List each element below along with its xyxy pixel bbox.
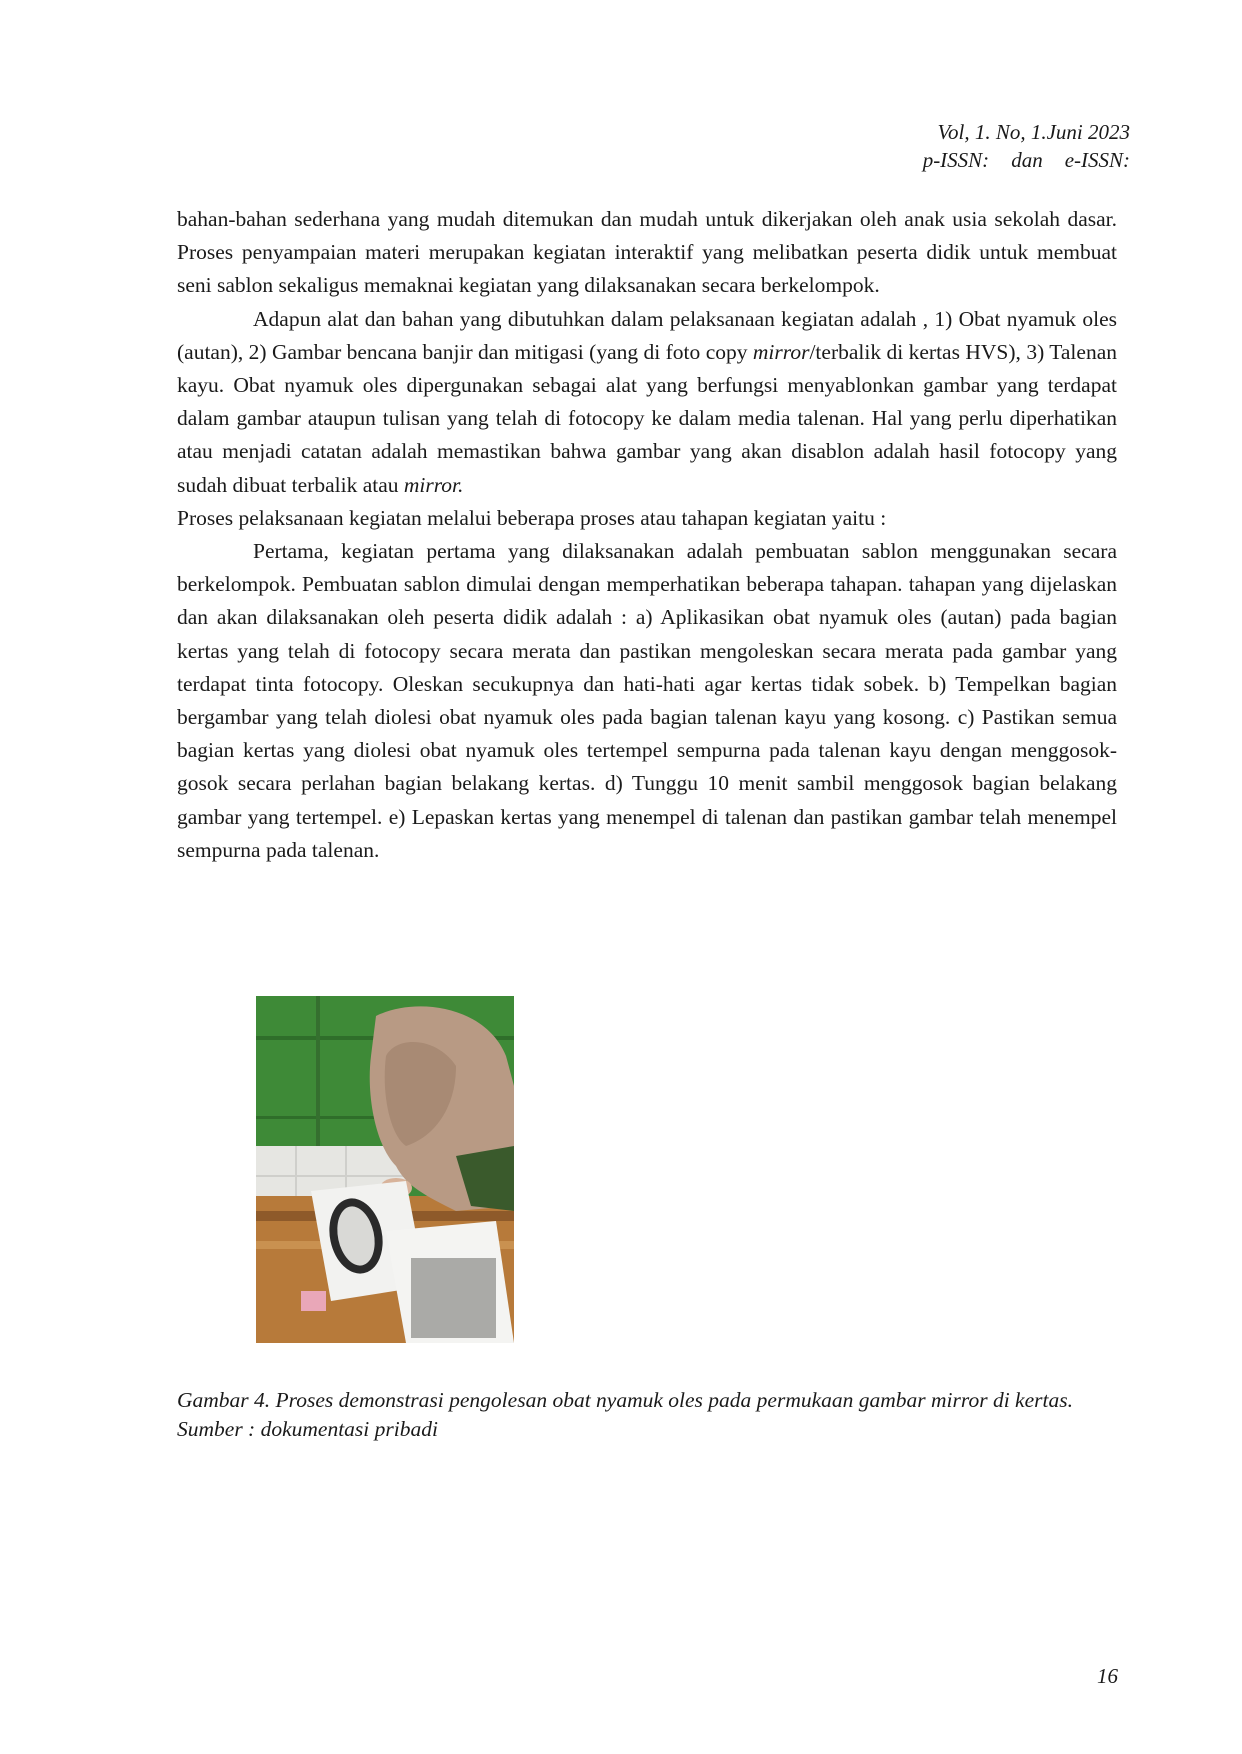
page-number: 16 <box>1097 1664 1118 1688</box>
paragraph-2 <box>177 303 1117 502</box>
paragraph-1: bahan-bahan sederhana yang mudah ditemukan dan mudah untuk dikerjakan oleh anak usia sekolah dasar. Proses penyampaian materi merupakan kegiatan interaktif yang melibatkan peserta didik untuk membuat seni sablon sekaligus memaknai kegiatan yang dilaksanakan secara berkelompok. <box>177 207 1117 298</box>
issn-line <box>923 146 1130 174</box>
dan-label: dan <box>1011 148 1043 172</box>
body-text <box>177 203 1117 867</box>
eissn-label: e-ISSN: <box>1064 148 1130 172</box>
figure-photo <box>256 996 514 1343</box>
photo-illustration <box>256 996 514 1343</box>
paragraph-2-part-b: /terbalik di kertas HVS), 3) Talenan kayu. Obat nyamuk oles dipergunakan sebagai alat yang berfungsi menyablonkan gambar yang terdapat dalam gambar ataupun tulisan yang telah di fotocopy ke dalam media talenan. Hal yang perlu diperhatikan atau menjadi catatan adalah memastikan bahwa gambar yang akan disablon adalah hasil fotocopy yang sudah dibuat terbalik atau <box>177 339 1117 497</box>
volume-info: Vol, 1. No, 1.Juni 2023 <box>937 120 1130 144</box>
running-header <box>923 118 1130 174</box>
pissn-label: p-ISSN: <box>922 148 990 172</box>
paragraph-3: Proses pelaksanaan kegiatan melalui beberapa proses atau tahapan kegiatan yaitu : <box>177 505 887 530</box>
paragraph-4: Pertama, kegiatan pertama yang dilaksanakan adalah pembuatan sablon menggunakan secara berkelompok. Pembuatan sablon dimulai dengan memperhatikan beberapa tahapan. tahapan yang dijelaskan dan akan dilaksanakan oleh peserta didik adalah : a) Aplikasikan obat nyamuk oles (autan) pada bagian kertas yang telah di fotocopy secara merata dan pastikan mengoleskan secara merata pada gambar yang terdapat tinta fotocopy. Oleskan secukupnya dan hati-hati agar kertas tidak sobek. b) Tempelkan bagian bergambar yang telah diolesi obat nyamuk oles pada bagian talenan kayu yang kosong. c) Pastikan semua bagian kertas yang diolesi obat nyamuk oles tertempel sempurna pada talenan kayu dengan menggosok-gosok secara perlahan bagian belakang kertas. d) Tunggu 10 menit sambil menggosok bagian belakang gambar yang tertempel. e) Lepaskan kertas yang menempel di talenan dan pastikan gambar telah menempel sempurna pada talenan. <box>177 539 1117 862</box>
caption-text: Gambar 4. Proses demonstrasi pengolesan obat nyamuk oles pada permukaan gambar mirror di kertas. <box>177 1388 1073 1412</box>
caption-source: Sumber : dokumentasi pribadi <box>177 1417 438 1441</box>
mirror-term-2: mirror. <box>403 472 464 497</box>
mirror-term-1: mirror <box>752 339 810 364</box>
paragraph-2-part-a: Adapun alat dan bahan yang dibutuhkan dalam pelaksanaan kegiatan adalah , 1) Obat nyamuk oles (autan), 2) Gambar bencana banjir dan mitigasi (yang di foto copy <box>177 306 1117 364</box>
figure-caption <box>177 1386 1127 1444</box>
